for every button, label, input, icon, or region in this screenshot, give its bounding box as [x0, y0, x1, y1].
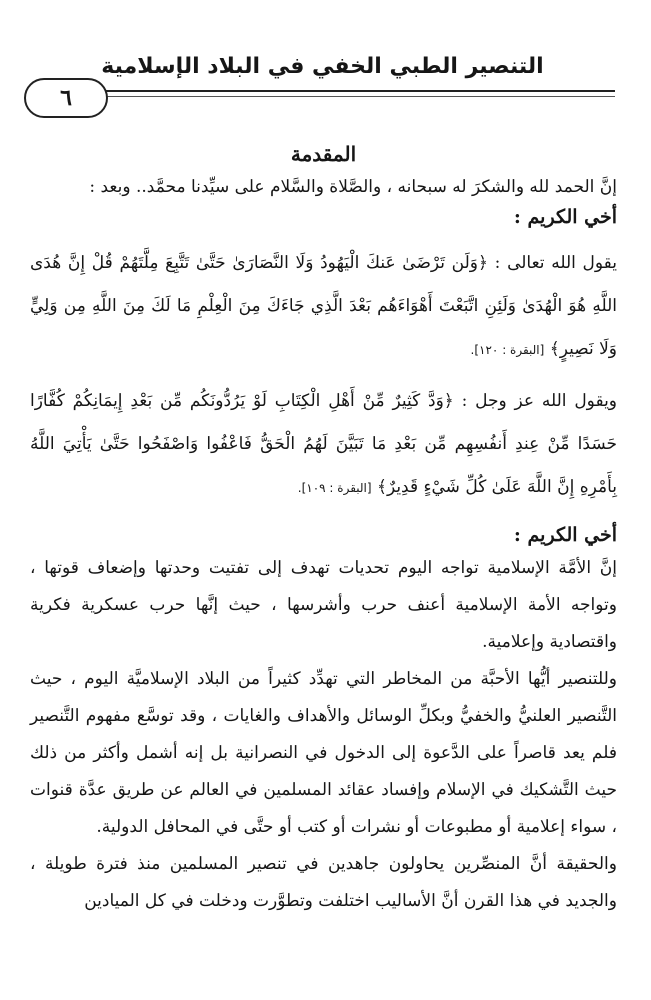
- verse-2-open-bracket: ﴿: [443, 391, 454, 411]
- running-title: التنصير الطبي الخفي في البلاد الإسلامية: [101, 54, 544, 79]
- verse-1-reference: [البقرة : ١٢٠].: [470, 343, 545, 357]
- page-header: [0, 0, 651, 120]
- greeting-heading-1: أخي الكريم :: [513, 206, 617, 228]
- verse-1-close-bracket: ﴾: [549, 339, 560, 359]
- verse-1-text: وَلَن تَرْضَىٰ عَنكَ الْيَهُودُ وَلَا النَّصَارَىٰ حَتَّىٰ تَتَّبِعَ مِلَّتَهُمْ قُلْ إِنَّ هُدَى اللَّهِ هُوَ الْهُدَىٰ وَلَئِنِ اتَّبَعْتَ أَهْوَاءَهُم بَعْدَ الَّذِي جَاءَكَ مِنَ الْعِلْمِ مَا لَكَ مِنَ اللَّهِ مِن وَلِيٍّ وَلَا نَصِيرٍ: [30, 253, 617, 359]
- verse-2-close-bracket: ﴾: [376, 477, 387, 497]
- paragraph-1: إنَّ الأمَّة الإسلامية تواجه اليوم تحديات تهدف إلى تفتيت وحدتها وإضعاف قوتها ، وتواجه الأمة الإسلامية أعنف حرب وأشرسها ، حيث إنَّها حرب عسكرية فكرية واقتصادية وإعلامية.: [30, 558, 617, 652]
- verse-block-2: [30, 380, 617, 510]
- header-rule-thin: [106, 96, 615, 97]
- verse-2-text: وَدَّ كَثِيرٌ مِّنْ أَهْلِ الْكِتَابِ لَوْ يَرُدُّونَكُم مِّن بَعْدِ إِيمَانِكُمْ كُفَّارًا حَسَدًا مِّنْ عِندِ أَنفُسِهِم مِّن بَعْدِ مَا تَبَيَّنَ لَهُمُ الْحَقُّ فَاعْفُوا وَاصْفَحُوا حَتَّىٰ يَأْتِيَ اللَّهُ بِأَمْرِهِ إِنَّ اللَّهَ عَلَىٰ كُلِّ شَيْءٍ قَدِيرٌ: [30, 391, 617, 497]
- paragraph-3: والحقيقة أنَّ المنصِّرين يحاولون جاهدين في تنصير المسلمين منذ فترة طويلة ، والجديد في هذا القرن أنَّ الأساليب اختلفت وتطوَّرت ودخلت في كل الميادين: [30, 854, 617, 911]
- page-number: ٦: [24, 78, 108, 118]
- page-body: [30, 136, 617, 920]
- intro-text: إنَّ الحمد لله والشكرَ له سبحانه ، والصَّلاة والسَّلام على سيِّدنا محمَّد.. وبعد :: [89, 177, 617, 197]
- verse-2-lead: ويقول الله عز وجل :: [461, 391, 618, 411]
- greeting-heading-2: أخي الكريم :: [513, 524, 617, 546]
- verse-1-open-bracket: ﴿: [478, 253, 488, 273]
- verse-2-reference: [البقرة : ١٠٩].: [297, 481, 372, 495]
- header-rule: [106, 90, 615, 92]
- section-title: المقدمة: [290, 142, 357, 166]
- verse-block-1: [30, 242, 617, 372]
- verse-1-lead: يقول الله تعالى :: [494, 253, 617, 273]
- paragraph-2: وللتنصير أيُّها الأحبَّة من المخاطر التي تهدِّد كثيراً من البلاد الإسلاميَّة اليوم ، حيث التَّنصير العلنيُّ والخفيُّ وبكلِّ الوسائل والأهداف والغايات ، وقد توسَّع مفهوم التَّنصير فلم يعد قاصراً على الدَّعوة إلى الدخول في النصرانية بل إنه أشمل وأكثر من ذلك حيث التَّشكيك في الإسلام وإفساد عقائد المسلمين في العالم عن طريق عدَّة قنوات ، سواء إعلامية أو مطبوعات أو نشرات أو كتب أو حتَّى في المحافل الدولية.: [30, 669, 617, 837]
